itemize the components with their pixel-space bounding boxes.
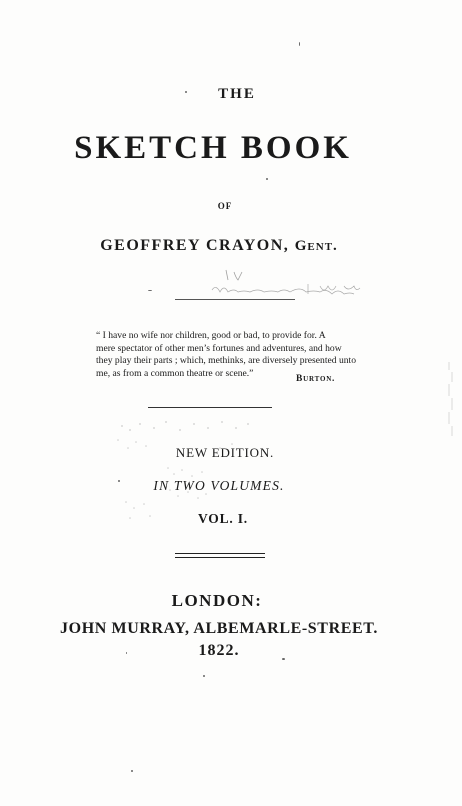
page-speck xyxy=(266,178,268,180)
handwritten-inscription xyxy=(208,264,368,304)
epigraph-line: “ I have no wife nor children, good or bad, to provide for. A xyxy=(96,330,326,341)
page-speck xyxy=(203,675,205,677)
title-connector: OF xyxy=(217,201,233,211)
signature-rule xyxy=(175,299,295,300)
page-speck xyxy=(148,290,152,291)
epigraph-line: me, as from a common theatre or scene.” xyxy=(96,367,254,379)
double-rule xyxy=(175,553,265,558)
section-rule xyxy=(148,407,272,408)
author-line xyxy=(0,237,450,255)
page-speck xyxy=(282,658,285,660)
page-speck xyxy=(126,652,127,654)
title-prefix: THE xyxy=(218,86,256,102)
book-title: SKETCH BOOK xyxy=(74,130,352,166)
imprint-city: LONDON: xyxy=(171,591,263,610)
volume-number: VOL. I. xyxy=(198,511,248,526)
epigraph-source: Burton. xyxy=(296,374,336,384)
volume-count: IN TWO VOLUMES. xyxy=(153,478,285,493)
imprint-publisher: JOHN MURRAY, ALBEMARLE-STREET. xyxy=(60,620,378,637)
epigraph-line: mere spectator of other men’s fortunes and adventures, and how xyxy=(96,342,342,354)
author-suffix: Gent. xyxy=(294,238,338,254)
page-speck xyxy=(118,480,120,482)
edition-statement: NEW EDITION. xyxy=(175,445,275,460)
page-speck xyxy=(299,42,300,46)
page-speck xyxy=(131,770,133,772)
imprint-year: 1822. xyxy=(198,642,240,659)
epigraph xyxy=(96,330,356,380)
page-speck xyxy=(185,91,187,93)
digitization-watermark xyxy=(446,360,456,440)
epigraph-line: they play their parts ; which, methinks, are diversely presented unto xyxy=(96,355,357,366)
author-name: GEOFFREY CRAYON, xyxy=(100,237,290,254)
